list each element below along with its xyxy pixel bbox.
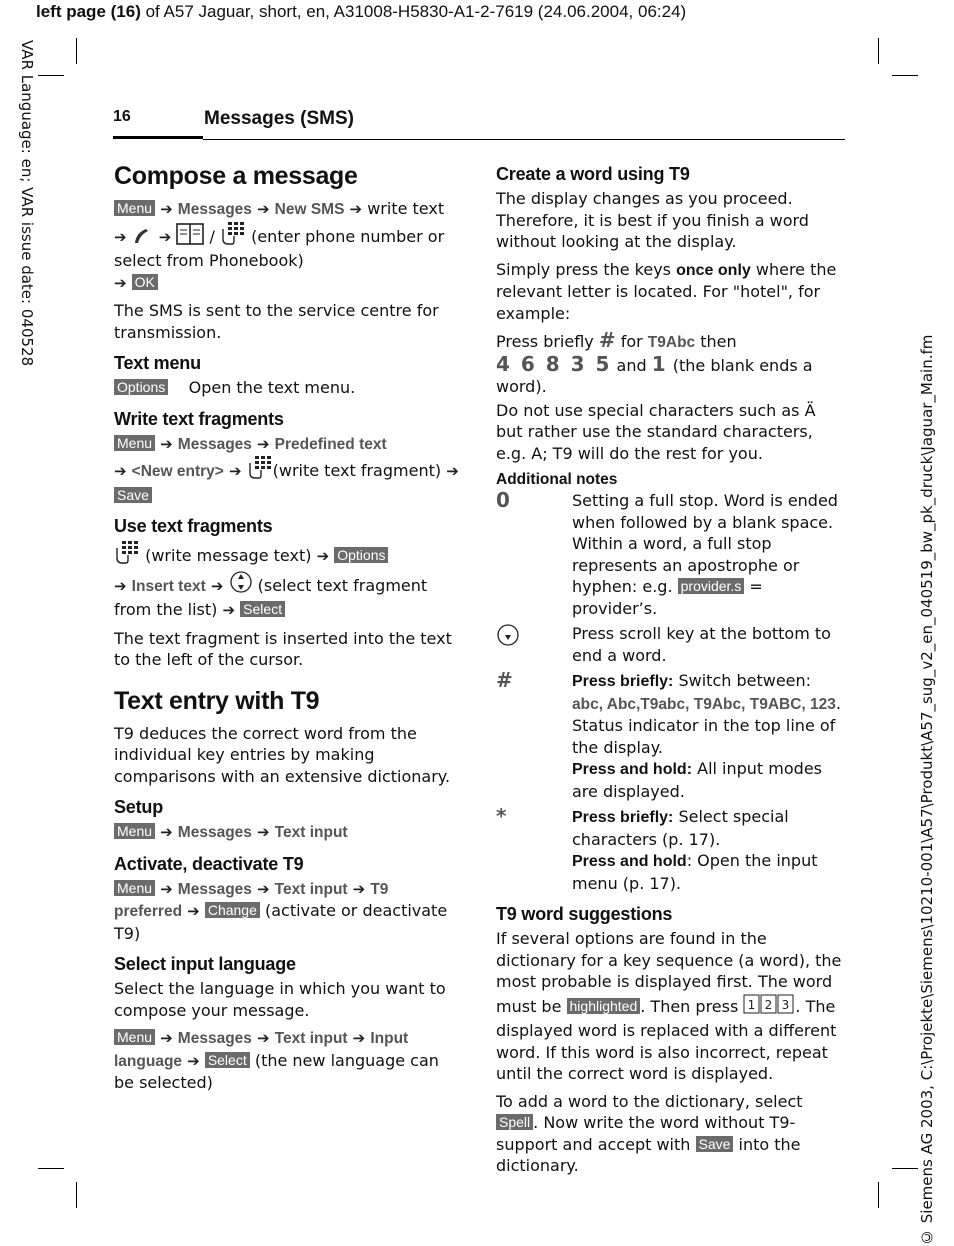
arrow-icon: ➔ bbox=[222, 601, 236, 619]
save-key: Save bbox=[696, 1136, 734, 1152]
star-key: * bbox=[496, 804, 507, 828]
crop-mark bbox=[76, 1182, 77, 1208]
activate-steps: Menu ➔ Messages ➔ Text input ➔ T9 preferred ➔ Change (activate or deactivate T9) bbox=[114, 879, 448, 943]
digit-keys: 4 6 8 3 5 bbox=[496, 351, 612, 376]
change-key: Change bbox=[205, 902, 260, 918]
t9-heading: Text entry with T9 bbox=[114, 686, 320, 715]
compose-heading: Compose a message bbox=[114, 162, 358, 190]
note-star: * Press briefly: Select special characters (p. 17). Press and hold: Open the input menu (p. 17). bbox=[496, 804, 818, 893]
arrow-icon: ➔ bbox=[114, 227, 127, 246]
crop-mark bbox=[892, 75, 918, 76]
save-key: Save bbox=[114, 487, 152, 503]
create-p2: Simply press the keys once only where the relevant letter is located. For "hotel", for example: bbox=[496, 259, 837, 323]
arrow-icon: ➔ bbox=[160, 434, 173, 453]
arrow-icon: ➔ bbox=[257, 1029, 270, 1047]
setup-steps: Menu ➔ Messages ➔ Text input bbox=[114, 821, 459, 844]
crop-mark bbox=[38, 1168, 64, 1169]
ok-key: OK bbox=[132, 274, 158, 290]
crop-mark bbox=[38, 75, 64, 76]
arrow-icon: ➔ bbox=[257, 879, 270, 898]
keypad-hand-icon bbox=[247, 455, 273, 485]
write-fragments-steps: Menu ➔ Messages ➔ Predefined text ➔ <New entry> ➔ (write text fragment) ➔ Save bbox=[114, 434, 459, 503]
crop-mark bbox=[76, 38, 77, 64]
note-hash: # Press briefly: Switch between: abc, Abc,T9abc, T9Abc, T9ABC, 123. Status indicator in the top line of the display. Press and hold: All input modes are displayed. bbox=[496, 668, 841, 801]
text-menu-row: Options Open the text menu. bbox=[114, 377, 459, 399]
arrow-icon: ➔ bbox=[187, 1051, 200, 1070]
arrow-icon: ➔ bbox=[352, 1029, 366, 1047]
zero-key: 0 bbox=[496, 488, 512, 512]
arrow-icon: ➔ bbox=[316, 547, 330, 565]
suggest-p2: To add a word to the dictionary, select Spell . Now write the word without T9-support and accept with Save into the dictionary. bbox=[496, 1091, 803, 1175]
write-fragments-heading: Write text fragments bbox=[114, 408, 284, 429]
language-heading: Select input language bbox=[114, 954, 296, 974]
side-file-path: © Siemens AG 2003, C:\Projekte\Siemens\10210-001\A57\Produkt\A57_sug_v2_en_040519_bw_pk_druck\Jaguar_Main.fm bbox=[918, 334, 936, 1246]
navigation-key-icon bbox=[229, 570, 253, 600]
use-fragments-heading: Use text fragments bbox=[114, 516, 273, 536]
arrow-icon: ➔ bbox=[114, 273, 127, 292]
spell-key: Spell bbox=[496, 1114, 533, 1130]
menu-key: Menu bbox=[114, 200, 155, 216]
scroll-down-icon bbox=[496, 623, 520, 653]
crop-mark bbox=[892, 1168, 918, 1169]
keypad-hand-icon bbox=[114, 540, 140, 570]
arrow-icon: ➔ bbox=[352, 879, 366, 898]
compose-steps: Menu ➔ Messages ➔ New SMS ➔ write text ➔ ➔ / (enter phone number or select from Phonebook) ➔ OK bbox=[114, 199, 445, 292]
arrow-icon: ➔ bbox=[228, 462, 242, 480]
keypad-hand-icon bbox=[220, 221, 246, 251]
svg-text:1: 1 bbox=[748, 997, 756, 1012]
highlighted-tag: highlighted bbox=[567, 998, 641, 1014]
next-word-key-icon bbox=[743, 993, 795, 1021]
suggest-p1: If several options are found in the dictionary for a key sequence (a word), the most probable is displayed first. The word must be highlighted . Then press 1 2 3 . The displayed word is replaced with a different word. If this word is also incorrect, repeat until the correct word is displayed. bbox=[496, 929, 842, 1083]
arrow-icon: ➔ bbox=[160, 879, 173, 898]
compose-sent-note: The SMS is sent to the service centre for transmission. bbox=[114, 301, 439, 342]
arrow-icon: ➔ bbox=[257, 823, 270, 841]
use-fragments-note: The text fragment is inserted into the text to the left of the cursor. bbox=[114, 628, 452, 669]
one-key: 1 bbox=[651, 351, 668, 376]
print-header: left page (16) of A57 Jaguar, short, en, A31008-H5830-A1-2-7619 (24.06.2004, 06:24) bbox=[36, 2, 687, 21]
hash-key: # bbox=[598, 328, 616, 352]
provider-tag: provider.s bbox=[678, 578, 745, 594]
arrow-icon: ➔ bbox=[158, 227, 172, 246]
create-p3: Press briefly # for T9Abc then 4 6 8 3 5 and 1 (the blank ends a word). bbox=[496, 328, 813, 396]
create-p1: The display changes as you proceed. Therefore, it is best if you finish a word without looking at the display. bbox=[496, 189, 809, 251]
arrow-icon: ➔ bbox=[160, 200, 173, 218]
page-title: Messages (SMS) bbox=[204, 108, 354, 129]
left-column bbox=[114, 160, 459, 1100]
note-zero: 0 Setting a full stop. Word is ended when followed by a blank space. Within a word, a full stop represents an apostrophe or hyphen: e.g. provider.s = provider’s. bbox=[496, 488, 838, 618]
svg-text:3: 3 bbox=[782, 997, 790, 1012]
header-rule-thick bbox=[113, 136, 203, 139]
suggestions-heading: T9 word suggestions bbox=[496, 904, 673, 924]
setup-heading: Setup bbox=[114, 797, 164, 817]
arrow-icon: ➔ bbox=[187, 902, 200, 920]
arrow-icon: ➔ bbox=[446, 462, 459, 480]
create-p4: Do not use special characters such as Ä but rather use the standard characters, e.g. A; T9 will do the rest for you. bbox=[496, 400, 816, 463]
note-scroll: Press scroll key at the bottom to end a word. bbox=[496, 623, 842, 666]
text-menu-heading: Text menu bbox=[114, 353, 201, 373]
arrow-icon: ➔ bbox=[257, 434, 270, 453]
activate-heading: Activate, deactivate T9 bbox=[114, 853, 304, 874]
arrow-icon: ➔ bbox=[160, 823, 173, 841]
language-desc: Select the language in which you want to compose your message. bbox=[114, 979, 446, 1020]
create-word-heading: Create a word using T9 bbox=[496, 164, 690, 184]
language-steps: Menu ➔ Messages ➔ Text input ➔ Input language ➔ Select (the new language can be selected) bbox=[114, 1029, 439, 1092]
options-key: Options bbox=[334, 547, 388, 563]
select-key: Select bbox=[240, 601, 285, 617]
phonebook-icon bbox=[176, 223, 204, 251]
phone-icon bbox=[132, 227, 154, 251]
side-language-note: VAR Language: en; VAR issue date: 040528 bbox=[18, 40, 36, 367]
crop-mark bbox=[878, 1182, 879, 1208]
arrow-icon: ➔ bbox=[160, 1029, 173, 1047]
header-rule bbox=[203, 139, 845, 140]
arrow-icon: ➔ bbox=[210, 576, 224, 595]
arrow-icon: ➔ bbox=[114, 462, 127, 480]
use-fragments-steps: (write message text) ➔ Options ➔ Insert text ➔ (select text fragment from the list) ➔ Select bbox=[114, 540, 459, 622]
t9-desc: T9 deduces the correct word from the individual key entries by making comparisons with an extensive dictionary. bbox=[114, 723, 451, 786]
page-number: 16 bbox=[113, 108, 131, 125]
arrow-icon: ➔ bbox=[349, 200, 363, 218]
additional-notes-heading: Additional notes bbox=[496, 471, 618, 488]
hash-key: # bbox=[496, 668, 513, 692]
arrow-icon: ➔ bbox=[257, 200, 270, 218]
right-column bbox=[496, 160, 842, 1183]
svg-text:2: 2 bbox=[765, 997, 773, 1012]
crop-mark bbox=[878, 38, 879, 64]
arrow-icon: ➔ bbox=[114, 576, 127, 595]
options-key: Options bbox=[114, 379, 168, 395]
select-key: Select bbox=[205, 1052, 250, 1068]
